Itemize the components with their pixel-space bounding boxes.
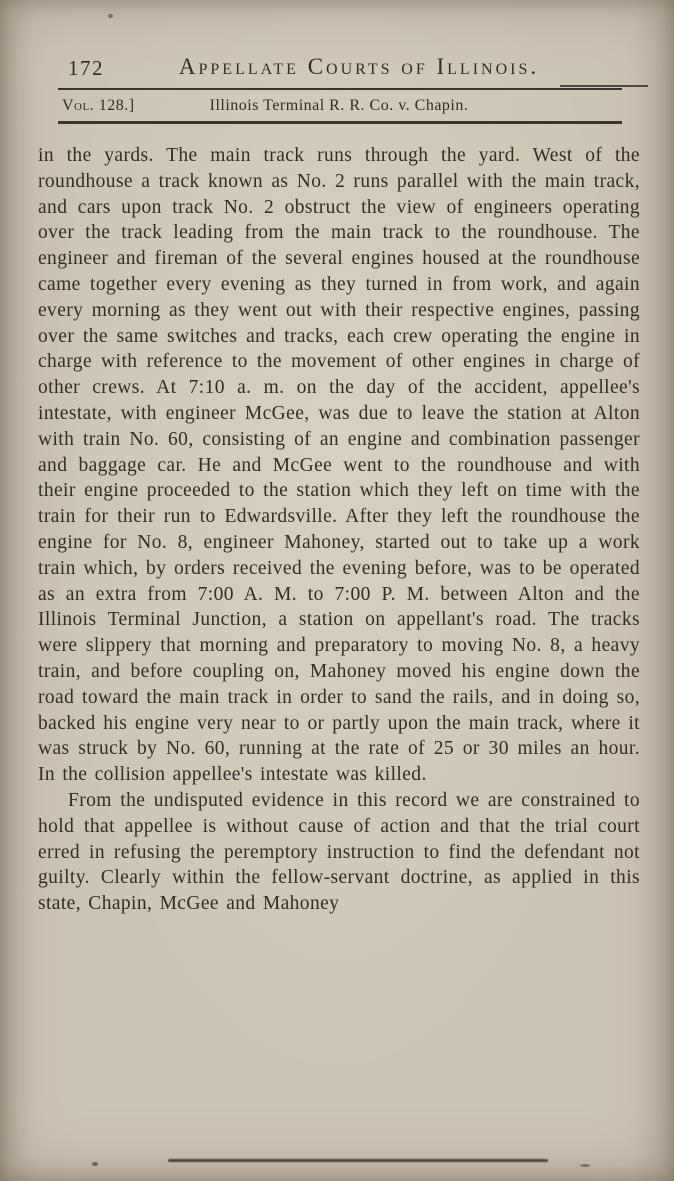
scan-speck — [108, 14, 113, 18]
header-rule-bottom — [58, 121, 622, 124]
scan-line-artifact — [560, 85, 648, 87]
volume-label: Vol. 128.] — [62, 97, 135, 114]
scan-speck — [92, 1162, 98, 1166]
case-title: Illinois Terminal R. R. Co. v. Chapin. — [209, 97, 469, 114]
running-head-title: Appellate Courts of Illinois. — [178, 54, 540, 79]
paragraph-2: From the undisputed evidence in this record we are constrained to hold that appellee is without cause of action and that the trial court erred in refusing the peremptory instruction to find the defendant not guilty. Clearly within the fellow-servant doctrine, as applied in this state, Chapin, McGee and Mahoney — [38, 789, 640, 915]
header-rule-top — [58, 88, 622, 90]
scan-speck — [580, 1164, 590, 1167]
page-header — [38, 54, 640, 88]
paragraph-1: in the yards. The main track runs through the yard. West of the roundhouse a track known as No. 2 runs parallel with the main track, and cars upon track No. 2 obstruct the view of engineers operating over the track leading from the main track to the roundhouse. The engineer and fireman of the several engines housed at the roundhouse came together every evening as they turned in from work, and again every morning as they went out with their respective engines, passing over the same switches and tracks, each crew operating the engine in charge with reference to the movement of other engines in charge of other crews. At 7:10 a. m. on the day of the accident, appellee's intestate, with engineer McGee, was due to leave the station at Alton with train No. 60, consisting of an engine and combination passenger and baggage car. He and McGee went to the roundhouse and with their engine proceeded to the station which they left on time with the train for their run to Edwardsville. After they left the roundhouse the engine for No. 8, engineer Mahoney, started out to take up a work train which, by orders received the evening before, was to be operated as an extra from 7:00 A. M. to 7:00 P. M. between Alton and the Illinois Terminal Junction, a station on appellant's road. The tracks were slippery that morning and preparatory to moving No. 8, a heavy train, and before coupling on, Mahoney moved his engine down the road toward the main track in order to sand the rails, and in doing so, backed his engine very near to or partly upon the main track, where it was struck by No. 60, running at the rate of 25 or 30 miles an hour. In the collision appellee's intestate was killed. — [38, 145, 640, 786]
page-number: 172 — [68, 56, 104, 80]
opinion-body-text — [38, 143, 640, 917]
scan-artifact-streak — [168, 1159, 548, 1162]
citation-row — [38, 97, 640, 121]
